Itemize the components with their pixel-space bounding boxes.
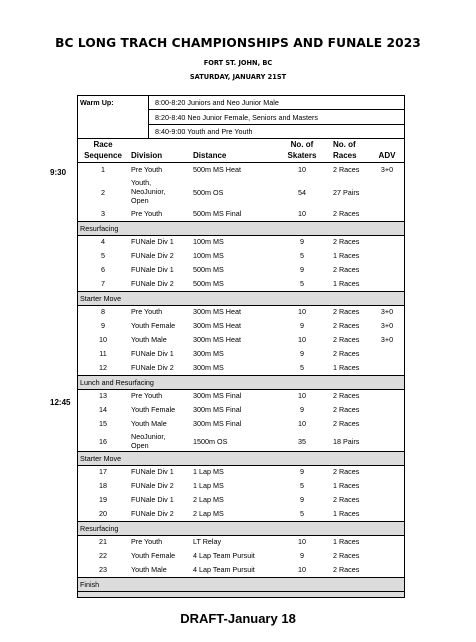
race-skaters: 9 [300,467,304,476]
race-division: Pre Youth [131,537,163,546]
race-division: FUNale Div 2 [131,279,174,288]
race-distance: 100m MS [193,237,224,246]
race-count: 2 Races [333,419,360,428]
race-distance: 300m MS Heat [193,335,241,344]
race-adv: 3+0 [380,165,394,174]
race-distance: 500m OS [193,188,224,197]
race-division: FUNale Div 2 [131,363,174,372]
section-label: Resurfacing [80,224,119,233]
race-division: NeoJunior, Open [131,432,166,450]
race-distance: 1 Lap MS [193,481,224,490]
race-count: 2 Races [333,321,360,330]
col-header-division: Division [131,151,163,160]
race-distance: 1500m OS [193,437,228,446]
race-skaters: 5 [300,279,304,288]
race-sequence: 22 [99,551,107,560]
race-sequence: 21 [99,537,107,546]
race-division: Youth Female [131,321,176,330]
race-sequence: 14 [99,405,107,414]
race-sequence: 11 [99,349,107,358]
grid-line [148,124,404,125]
race-skaters: 10 [298,565,306,574]
race-sequence: 17 [99,467,107,476]
section-label: Resurfacing [80,524,119,533]
race-count: 1 Races [333,537,360,546]
race-distance: 300m MS Final [193,419,242,428]
race-sequence: 16 [99,437,107,446]
race-distance: 500m MS Final [193,209,242,218]
event-location: FORT ST. JOHN, BC [203,59,273,67]
race-skaters: 9 [300,495,304,504]
race-distance: 300m MS [193,349,224,358]
race-count: 2 Races [333,335,360,344]
race-sequence: 2 [101,188,105,197]
race-division: Pre Youth [131,165,163,174]
race-skaters: 10 [298,335,306,344]
race-division: Pre Youth [131,307,163,316]
race-adv: 3+0 [380,307,394,316]
race-division: FUNale Div 1 [131,237,174,246]
race-sequence: 19 [99,495,107,504]
warmup-line: 8:00-8:20 Juniors and Neo Junior Male [155,98,279,107]
race-distance: 2 Lap MS [193,509,224,518]
race-distance: 4 Lap Team Pursuit [193,565,255,574]
race-skaters: 9 [300,405,304,414]
race-skaters: 9 [300,551,304,560]
race-sequence: 8 [101,307,105,316]
race-skaters: 5 [300,481,304,490]
race-division: Youth Male [131,565,167,574]
afternoon-start-time: 12:45 [50,398,71,407]
race-skaters: 35 [298,437,306,446]
grid-line [78,235,404,236]
race-division: FUNale Div 1 [131,467,174,476]
race-sequence: 12 [99,363,107,372]
col-header-skaters-2: Skaters [287,151,317,160]
race-sequence: 20 [99,509,107,518]
section-label: Starter Move [80,454,122,463]
race-sequence: 15 [99,419,107,428]
race-count: 2 Races [333,165,360,174]
grid-line [78,389,404,390]
grid-line [78,521,404,522]
race-division: Pre Youth [131,209,163,218]
race-skaters: 9 [300,265,304,274]
grid-line [78,221,404,222]
race-division: Youth Female [131,551,176,560]
warmup-label: Warm Up: [80,98,114,107]
race-skaters: 10 [298,209,306,218]
race-sequence: 3 [101,209,105,218]
race-sequence: 4 [101,237,105,246]
start-time: 9:30 [50,168,67,177]
race-skaters: 10 [298,391,306,400]
race-distance: 1 Lap MS [193,467,224,476]
grid-line [78,291,404,292]
race-skaters: 10 [298,307,306,316]
race-skaters: 5 [300,363,304,372]
race-skaters: 54 [298,188,306,197]
race-skaters: 10 [298,419,306,428]
race-count: 2 Races [333,209,360,218]
race-skaters: 5 [300,251,304,260]
race-sequence: 18 [99,481,107,490]
race-skaters: 9 [300,349,304,358]
race-schedule-table [77,95,405,598]
race-sequence: 5 [101,251,105,260]
race-distance: 300m MS Heat [193,321,241,330]
race-distance: 300m MS [193,363,224,372]
grid-line [78,375,404,376]
race-division: FUNale Div 2 [131,509,174,518]
race-division: FUNale Div 1 [131,495,174,504]
grid-line [78,465,404,466]
grid-line [78,451,404,452]
col-header-race: Race [93,140,113,149]
race-count: 2 Races [333,551,360,560]
grid-line [78,535,404,536]
race-count: 2 Races [333,307,360,316]
warmup-line: 8:20-8:40 Neo Junior Female, Seniors and Masters [155,113,318,122]
section-label: Finish [80,580,100,589]
section-row [78,451,404,465]
race-skaters: 5 [300,509,304,518]
race-count: 2 Races [333,265,360,274]
col-header-adv: ADV [378,151,396,160]
race-sequence: 13 [99,391,107,400]
col-header-sequence: Sequence [84,151,122,160]
race-distance: 100m MS [193,251,224,260]
race-distance: 4 Lap Team Pursuit [193,551,255,560]
race-count: 1 Races [333,481,360,490]
document-title: BC LONG TRACH CHAMPIONSHIPS AND FUNALE 2023 [55,36,421,50]
grid-line [78,138,404,139]
race-skaters: 9 [300,237,304,246]
race-count: 2 Races [333,495,360,504]
race-count: 2 Races [333,349,360,358]
grid-line [78,591,404,592]
race-division: FUNale Div 1 [131,349,174,358]
race-count: 1 Races [333,509,360,518]
race-distance: 300m MS Final [193,391,242,400]
draft-label: DRAFT-January 18 [180,611,296,626]
section-row [78,521,404,535]
section-label: Starter Move [80,294,122,303]
race-division: FUNale Div 1 [131,265,174,274]
race-division: Pre Youth [131,391,163,400]
race-division: FUNale Div 2 [131,481,174,490]
col-header-races-2: Races [333,151,357,160]
race-adv: 3+0 [380,321,394,330]
race-distance: 500m MS [193,279,224,288]
race-skaters: 10 [298,537,306,546]
race-distance: LT Relay [193,537,222,546]
race-count: 2 Races [333,391,360,400]
race-skaters: 9 [300,321,304,330]
race-count: 18 Pairs [333,437,360,446]
section-row [78,221,404,235]
race-distance: 500m MS Heat [193,165,241,174]
col-header-races: No. of [333,140,356,149]
grid-line [148,96,149,138]
race-count: 1 Races [333,363,360,372]
race-count: 2 Races [333,237,360,246]
warmup-line: 8:40-9:00 Youth and Pre Youth [155,127,253,136]
section-label: Lunch and Resurfacing [80,378,154,387]
race-count: 2 Races [333,467,360,476]
col-header-skaters: No. of [290,140,314,149]
section-row [78,291,404,305]
section-row [78,577,404,597]
race-division: Youth, NeoJunior, Open [131,178,166,205]
race-sequence: 1 [101,165,105,174]
race-distance: 300m MS Final [193,405,242,414]
race-count: 1 Races [333,251,360,260]
race-distance: 300m MS Heat [193,307,241,316]
race-distance: 500m MS [193,265,224,274]
race-sequence: 7 [101,279,105,288]
race-count: 2 Races [333,565,360,574]
race-division: Youth Male [131,419,167,428]
race-division: Youth Male [131,335,167,344]
race-sequence: 10 [99,335,107,344]
race-count: 27 Pairs [333,188,360,197]
race-sequence: 6 [101,265,105,274]
race-sequence: 23 [99,565,107,574]
race-count: 1 Races [333,279,360,288]
race-adv: 3+0 [380,335,394,344]
event-date: SATURDAY, JANUARY 21ST [189,73,287,81]
race-division: FUNale Div 2 [131,251,174,260]
grid-line [78,577,404,578]
race-sequence: 9 [101,321,105,330]
col-header-distance: Distance [193,151,227,160]
grid-line [78,305,404,306]
race-count: 2 Races [333,405,360,414]
race-distance: 2 Lap MS [193,495,224,504]
race-division: Youth Female [131,405,176,414]
grid-line [148,109,404,110]
race-skaters: 10 [298,165,306,174]
